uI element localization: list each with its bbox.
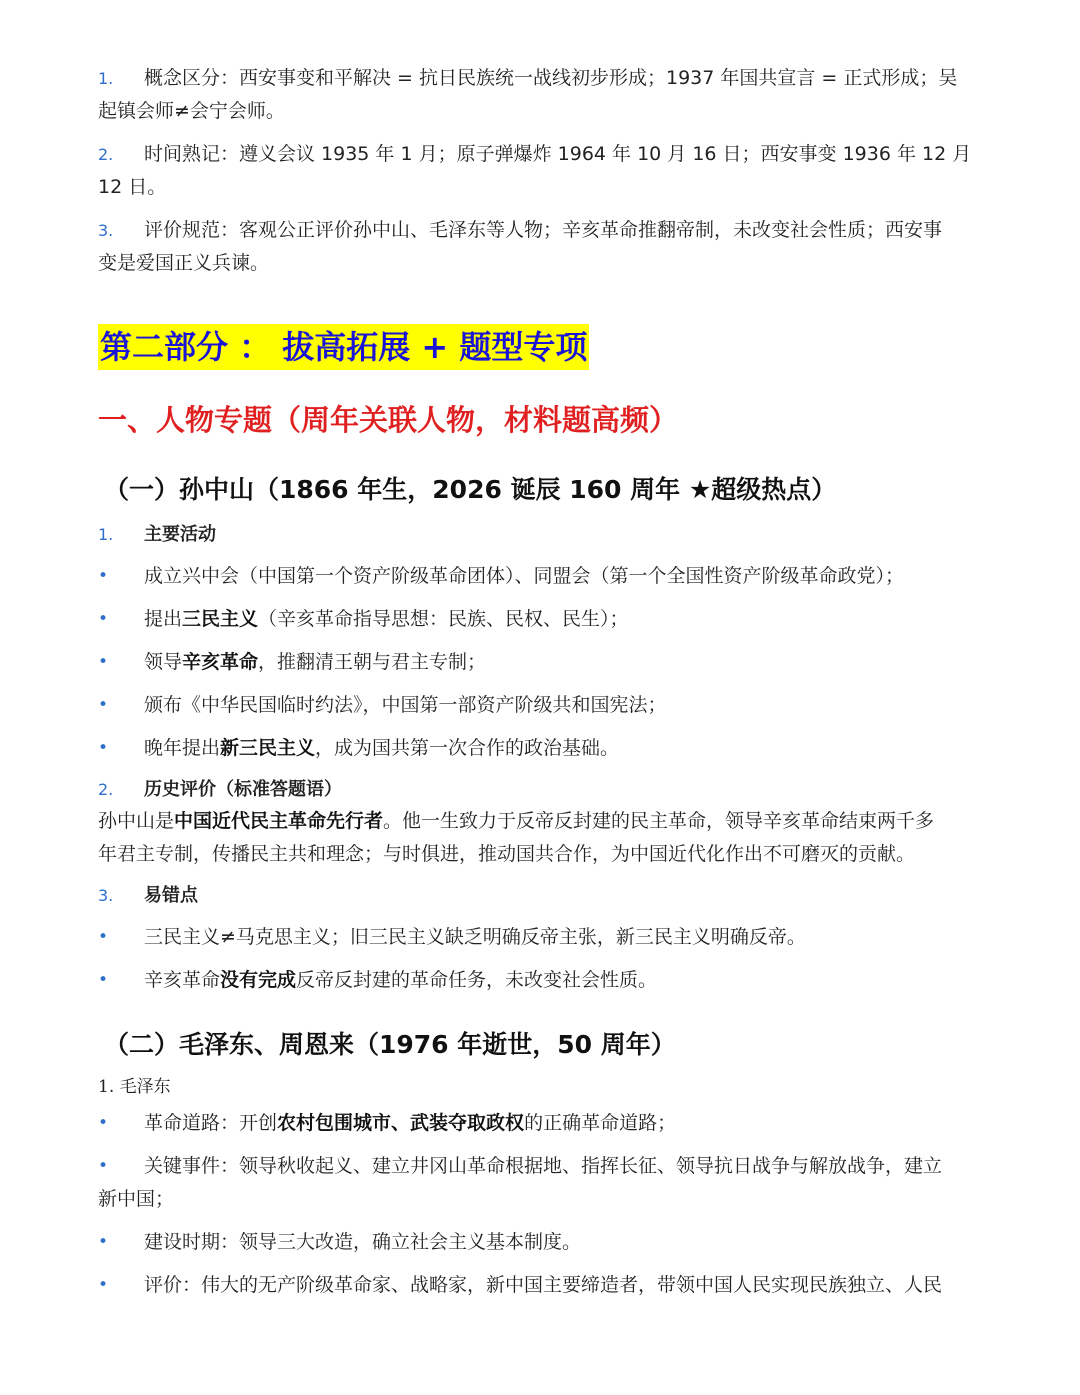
bullet-item (98, 964, 984, 997)
bullet-icon: • (98, 1156, 109, 1176)
bullet-bold-text: 农村包围城市 (277, 1112, 392, 1134)
bullet-item (98, 732, 984, 765)
bullet-text: 成立兴中会（中国第一个资产阶级革命团体）、同盟会（第一个全国性资产阶级革命政党）； (144, 565, 905, 587)
bullet-bold-text: 、 (391, 1112, 411, 1134)
bullet-text: 建设时期：领导三大改造，确立社会主义基本制度。 (144, 1231, 582, 1253)
list-number: 2. (98, 145, 114, 164)
list-text-line: 12 日。 (98, 176, 167, 198)
sub-heading-number: 3. (98, 886, 114, 905)
evaluation-paragraph (98, 805, 984, 871)
bullet-item (98, 1269, 984, 1302)
bullet-item (98, 689, 984, 722)
sub-heading (98, 775, 984, 805)
bullet-bold-text: 武装夺取政权 (410, 1112, 525, 1134)
part-title-row (98, 324, 984, 370)
bullet-item (98, 1226, 984, 1259)
bullet-text: 颁布《中华民国临时约法》，中国第一部资产阶级共和国宪法； (144, 694, 667, 716)
list-text-line: 变是爱国正义兵谏。 (98, 252, 270, 274)
bullet-text: 新中国； (98, 1188, 175, 1210)
paragraph-line (98, 805, 984, 838)
bullet-item (98, 921, 984, 954)
bullet-text: 提出 (144, 608, 183, 630)
bullet-icon: • (98, 695, 109, 715)
bullet-icon: • (98, 609, 109, 629)
subsection-title: （一）孙中山（1866 年生，2026 诞辰 160 周年 ★超级热点） (104, 475, 837, 504)
bullet-item (98, 1107, 984, 1140)
bullet-icon: • (98, 738, 109, 758)
sub-heading (98, 881, 984, 911)
bullet-item (98, 603, 984, 636)
list-item (98, 62, 984, 128)
bullet-icon: • (98, 1113, 109, 1133)
bullet-icon: • (98, 566, 109, 586)
bullet-text: ，推翻清王朝与君主专制； (258, 651, 487, 673)
bullet-text: 晚年提出 (144, 737, 221, 759)
bullet-text: 的正确革命道路； (524, 1112, 677, 1134)
list-text-line: 评价规范：客观公正评价孙中山、毛泽东等人物；辛亥革命推翻帝制，未改变社会性质；西安事 (144, 219, 943, 241)
bullet-bold-text: 三民主义 (182, 608, 259, 630)
bullet-text: 辛亥革命 (144, 969, 221, 991)
paragraph-text: 。他一生致力于反帝反封建的民主革命，领导辛亥革命结束两千多 (383, 810, 935, 832)
bullet-icon: • (98, 927, 109, 947)
document-page (98, 62, 984, 1302)
sub-heading (98, 520, 984, 550)
bullet-item (98, 646, 984, 679)
bullet-icon: • (98, 1232, 109, 1252)
bullet-text: ，成为国共第一次合作的政治基础。 (315, 737, 620, 759)
bullet-item (98, 1150, 984, 1216)
list-text-line: 时间熟记：遵义会议 1935 年 1 月；原子弹爆炸 1964 年 10 月 16 日；西安事变 1936 年 12 月 (144, 143, 972, 165)
list-text-line: 概念区分：西安事变和平解决 = 抗日民族统一战线初步形成；1937 年国共宣言 = 正式形成；吴 (144, 67, 958, 89)
sub-heading-number: 1. (98, 525, 114, 544)
list-item (98, 138, 984, 204)
paragraph-line: 年君主专制，传播民主共和理念；与时俱进，推动国共合作，为中国近代化作出不可磨灭的贡献。 (98, 843, 916, 865)
bullet-text: 三民主义≠马克思主义；旧三民主义缺乏明确反帝主张，新三民主义明确反帝。 (144, 926, 806, 948)
list-number: 1. (98, 69, 114, 88)
list-item (98, 214, 984, 280)
part-title: 第二部分 ： 拔高拓展 + 题型专项 (98, 324, 589, 370)
sub-heading-label: 主要活动 (144, 524, 216, 545)
bullet-text: 评价：伟大的无产阶级革命家、战略家，新中国主要缔造者，带领中国人民实现民族独立、人民 (144, 1274, 943, 1296)
bullet-text: 关键事件：领导秋收起义、建立井冈山革命根据地、指挥长征、领导抗日战争与解放战争，建立 (144, 1155, 943, 1177)
sub-heading-label: 易错点 (144, 885, 198, 906)
sub-heading-number: 2. (98, 780, 114, 799)
subsection-title: （二）毛泽东、周恩来（1976 年逝世，50 周年） (104, 1030, 676, 1059)
sub-heading: 1. 毛泽东 (98, 1077, 171, 1097)
list-text-line: 起镇会师≠会宁会师。 (98, 100, 285, 122)
bullet-text: （辛亥革命指导思想：民族、民权、民生）； (258, 608, 629, 630)
bullet-icon: • (98, 1275, 109, 1295)
bullet-text: 革命道路：开创 (144, 1112, 278, 1134)
section-title: 一、人物专题（周年关联人物，材料题高频） (98, 403, 679, 437)
bullet-bold-text: 辛亥革命 (182, 651, 259, 673)
paragraph-text: 孙中山是 (98, 810, 175, 832)
bullet-icon: • (98, 652, 109, 672)
bullet-item (98, 560, 984, 593)
paragraph-bold-text: 中国近代民主革命先行者 (174, 810, 384, 832)
bullet-bold-text: 新三民主义 (220, 737, 316, 759)
bullet-bold-text: 没有完成 (220, 969, 297, 991)
list-number: 3. (98, 221, 114, 240)
bullet-icon: • (98, 970, 109, 990)
sub-heading-label: 历史评价（标准答题语） (144, 779, 342, 800)
bullet-text: 反帝反封建的革命任务，未改变社会性质。 (296, 969, 658, 991)
bullet-text: 领导 (144, 651, 183, 673)
